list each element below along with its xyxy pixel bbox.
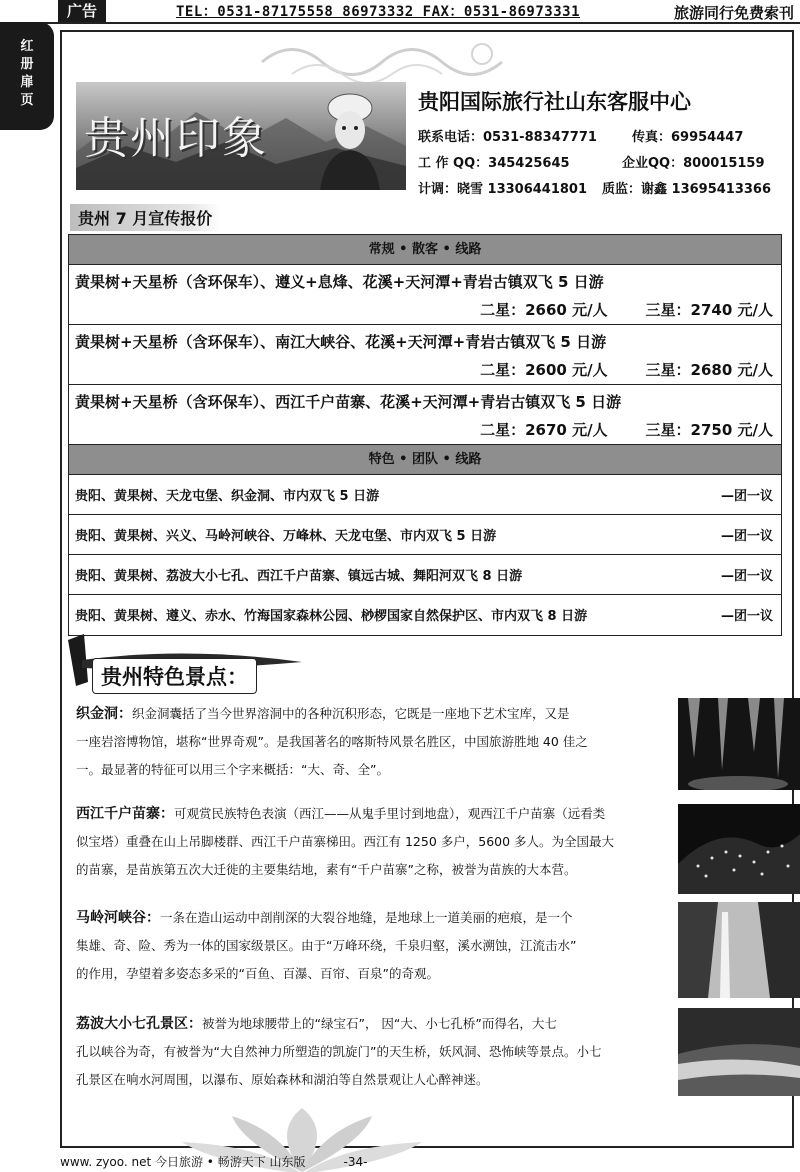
table-row: [69, 595, 781, 635]
scenic-section-title: 贵州特色景点：: [92, 658, 257, 694]
ad-label: 广告: [58, 0, 106, 22]
spot-text: 被誉为地球腰带上的“绿宝石”， 因“大、小七孔桥”而得名，大七: [202, 1016, 557, 1031]
corp-qq-info: 企业QQ：800015159: [622, 156, 765, 171]
route-prices: [480, 419, 773, 440]
spot-name: 马岭河峡谷：: [76, 910, 160, 926]
guizhou-banner: [76, 82, 406, 190]
table-row: [69, 555, 781, 595]
river-forest-photo: [678, 1008, 800, 1096]
table-row: [69, 325, 781, 385]
route-name: 贵阳、黄果树、荔波大小七孔、西江千户苗寨、镇远古城、舞阳河双飞 8 日游: [75, 569, 523, 584]
work-qq-info: 工 作 QQ：345425645: [418, 156, 570, 171]
route-price: —团一议: [720, 529, 773, 544]
footer: [60, 1153, 367, 1170]
route-name: 贵阳、黄果树、兴义、马岭河峡谷、万峰林、天龙屯堡、市内双飞 5 日游: [75, 529, 497, 544]
quality-info: 质监：谢鑫 13695413366: [602, 182, 772, 197]
spot-line: 集雄、奇、险、秀为一体的国家级景区。由于“万峰环绕，千泉归壑，溪水溯蚀，江流击水”: [76, 938, 577, 953]
two-star-price: 二星：2600 元/人: [480, 361, 608, 379]
table-row: [69, 265, 781, 325]
side-tab-char: 红: [20, 39, 34, 54]
spot-line: 孔以峡谷为奇，有被誉为“大自然神力所塑造的凯旋门”的天生桥，妖风洞、恐怖峡等景点。小七: [76, 1044, 602, 1059]
price-table: [68, 234, 782, 636]
table-row: [69, 385, 781, 445]
two-star-price: 二星：2660 元/人: [480, 301, 608, 319]
three-star-price: 三星：2740 元/人: [645, 301, 773, 319]
spot-line: [76, 800, 672, 828]
top-bar: [0, 0, 800, 24]
footer-site-text: www. zyoo. net 今日旅游 • 畅游天下 山东版: [60, 1155, 306, 1169]
village-night-photo: [678, 804, 800, 894]
two-star-price: 二星：2670 元/人: [480, 421, 608, 439]
agency-name: 贵阳国际旅行社山东客服中心: [418, 90, 691, 114]
banner-title: 贵州印象: [84, 113, 268, 164]
route-name: 黄果树+天星桥（含环保车）、南江大峡谷、花溪+天河潭+青岩古镇双飞 5 日游: [75, 333, 607, 351]
spot-line: 似宝塔）重叠在山上吊脚楼群、西江千户苗寨梯田。西江有 1250 多户，5600 多人。为全国最大: [76, 834, 615, 849]
side-tab-char: 册: [20, 57, 34, 72]
scenic-spot-libo: [76, 1010, 672, 1094]
spot-line: 的苗寨，是苗族第五次大迁徙的主要集结地，素有“千户苗寨”之称，被誉为苗族的大本营。: [76, 862, 577, 877]
spot-text: 一条在造山运动中剖削深的大裂谷地缝，是地球上一道美丽的疤痕，是一个: [160, 910, 573, 925]
route-name: 黄果树+天星桥（含环保车）、遵义+息烽、花溪+天河潭+青岩古镇双飞 5 日游: [75, 273, 604, 291]
spot-text: 织金洞囊括了当今世界溶洞中的各种沉积形态，它既是一座地下艺术宝库，又是: [132, 706, 570, 721]
route-price: —团一议: [720, 489, 773, 504]
fax-info: 传真：69954447: [632, 130, 744, 145]
spot-name: 织金洞：: [76, 706, 132, 722]
three-star-price: 三星：2680 元/人: [645, 361, 773, 379]
scenic-spot-zhijin: [76, 700, 672, 784]
side-tab-char: 页: [20, 93, 34, 108]
table-row: [69, 515, 781, 555]
ad-frame: [60, 30, 794, 1148]
spot-text: 可观赏民族特色表演（西江——从鬼手里讨到地盘），观西江千户苗寨（远看类: [174, 806, 606, 821]
spot-line: [76, 904, 672, 932]
route-prices: [480, 359, 773, 380]
side-tab: [0, 22, 54, 130]
free-catalog-text: 旅游同行免费索刊: [673, 4, 794, 22]
side-tab-char: 扉: [20, 75, 34, 90]
dispatch-info: 计调：晓雪 13306441801: [418, 182, 588, 197]
price-list-title: 贵州 7 月宣传报价: [70, 204, 220, 231]
gorge-waterfall-photo: [678, 902, 800, 998]
special-routes-header: 特色 • 团队 • 线路: [69, 445, 781, 475]
table-row: [69, 475, 781, 515]
regular-routes-header: 常规 • 散客 • 线路: [69, 235, 781, 265]
spot-name: 荔波大小七孔景区：: [76, 1016, 202, 1032]
spot-line: [76, 1010, 672, 1038]
route-price: —团一议: [720, 609, 773, 624]
route-name: 贵阳、黄果树、遵义、赤水、竹海国家森林公园、桫椤国家自然保护区、市内双飞 8 日游: [75, 609, 588, 624]
spot-line: [76, 700, 672, 728]
spot-line: 的作用，孕望着多姿态多采的“百鱼、百瀑、百帘、百泉”的奇观。: [76, 966, 439, 981]
spot-line: 孔景区在响水河周围，以瀑布、原始森林和湖泊等自然景观让人心醉神迷。: [76, 1072, 489, 1087]
route-name: 贵阳、黄果树、天龙屯堡、织金洞、市内双飞 5 日游: [75, 489, 380, 504]
scenic-spot-malinghe: [76, 904, 672, 988]
model-portrait: [310, 88, 390, 190]
three-star-price: 三星：2750 元/人: [645, 421, 773, 439]
page-number: -34-: [343, 1155, 368, 1169]
scenic-spot-xijiang: [76, 800, 672, 884]
route-prices: [480, 299, 773, 320]
cave-photo: [678, 698, 800, 790]
phone-info: 联系电话：0531-88347771: [418, 130, 597, 145]
route-name: 黄果树+天星桥（含环保车）、西江千户苗寨、花溪+天河潭+青岩古镇双飞 5 日游: [75, 393, 622, 411]
spot-line: 一。最显著的特征可以用三个字来概括：“大、奇、全”。: [76, 762, 389, 777]
spot-line: 一座岩溶博物馆，堪称“世界奇观”。是我国著名的喀斯特风景名胜区，中国旅游胜地 40 佳之: [76, 734, 588, 749]
route-price: —团一议: [720, 569, 773, 584]
spot-name: 西江千户苗寨：: [76, 806, 174, 822]
tel-fax-line: TEL：0531-87175558 86973332 FAX：0531-86973331: [176, 4, 581, 20]
